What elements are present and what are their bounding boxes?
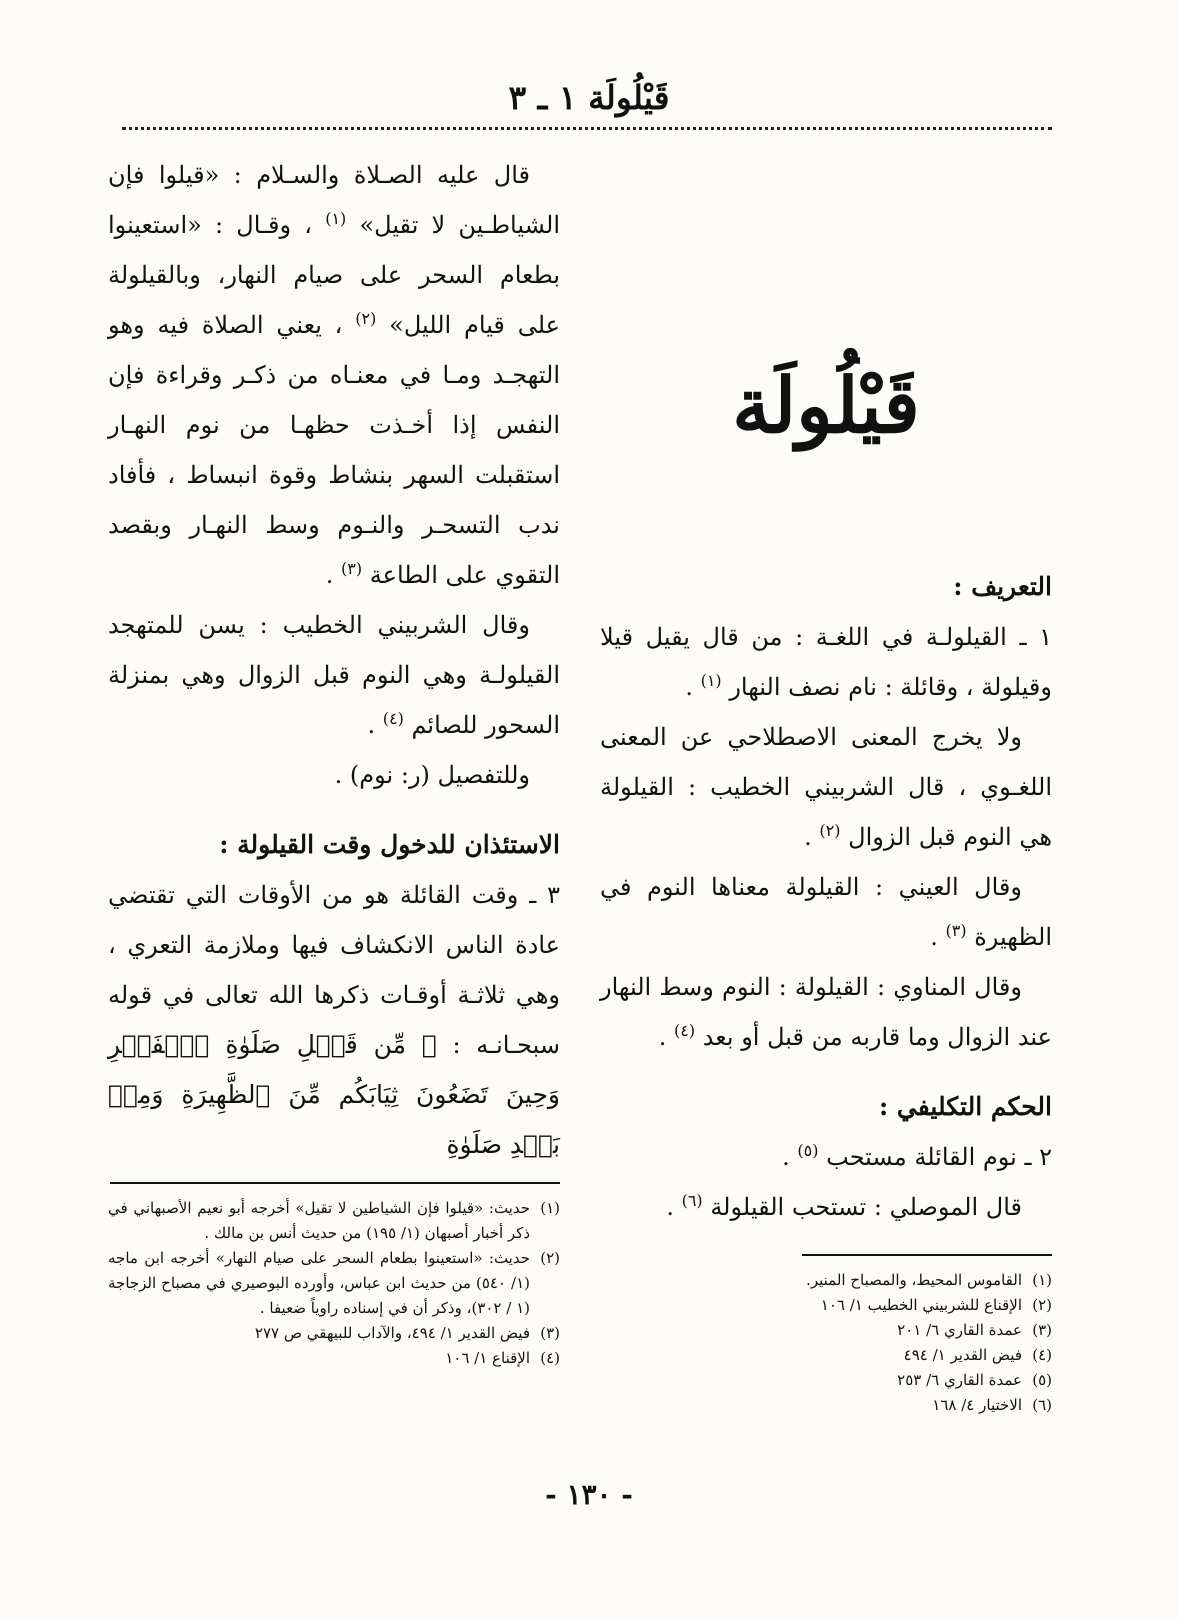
definition-heading: التعريف :	[953, 572, 1052, 601]
footnote-ref: (٥)	[797, 1141, 819, 1160]
footnote-ref: (٤)	[382, 709, 404, 728]
footnote-ref: (٢)	[355, 309, 377, 328]
permission-heading: الاستئذان للدخول وقت القيلولة :	[219, 830, 560, 859]
footnote-ref: (٤)	[673, 1021, 696, 1040]
quran-verse: ﴿ مِّن قَبۡلِ صَلَوٰةِ ٱلۡفَجۡرِ وَحِينَ تَضَعُونَ ثِيَابَكُم مِّنَ ٱلظَّهِيرَةِ وَمِنۢ بَعۡدِ صَلَوٰةِ	[108, 1030, 560, 1159]
footnote-item: (٣) فيض القدير ١/ ٤٩٤، والآداب للبيهقي ص ٢٧٧	[254, 1324, 560, 1342]
running-header: قَيْلُولَة ١ ـ ٣	[508, 78, 670, 117]
paragraph: ٢ ـ نوم القائلة مستحب $^{(٥)}$ .	[782, 1141, 1052, 1171]
footnote-item: (٤) فيض القدير ١/ ٤٩٤	[903, 1346, 1052, 1364]
footnote-item: (٥) عمدة القاري ٦/ ٢٥٣	[897, 1371, 1052, 1389]
entry-title: قَيْلُولَة	[732, 361, 920, 450]
paragraph: ٣ ـ وقت القائلة هو من الأوقات التي تقتضي عادة الناس الانكشاف فيها وملازمة التعري ، وهي ثلاثـة أوقـات ذكرها الله تعالى في قوله سبحـانـه : ﴿ مِّن قَبۡلِ صَلَوٰةِ ٱلۡفَجۡرِ وَحِينَ تَضَعُونَ ثِيَابَكُم مِّنَ ٱلظَّهِيرَةِ وَمِنۢ بَعۡدِ صَلَوٰةِ	[108, 881, 560, 1159]
footnote-ref: (١)	[325, 209, 347, 228]
paragraph: وللتفصيل (ر: نوم) .	[334, 761, 530, 789]
paragraph: وقال المناوي : القيلولة : النوم وسط النهار عند الزوال وما قاربه من قبل أو بعد $^{(٤)}$ .	[600, 973, 1052, 1051]
footnotes-left	[108, 1196, 560, 1371]
footnote-item: (٢) الإقناع للشربيني الخطيب ١/ ١٠٦	[820, 1296, 1052, 1314]
footnote-rule	[110, 1182, 560, 1184]
footnotes-right	[600, 1268, 1052, 1418]
footnote-ref: (٢)	[819, 821, 841, 840]
paragraph: وقال العيني : القيلولة معناها النوم في الظهيرة $^{(٣)}$ .	[600, 873, 1052, 951]
footnote-item: (١) حديث: «قيلوا فإن الشياطين لا تقيل» أخرجه أبو نعيم الأصبهاني في ذكر أخبار أصبهان (١/ ١٩٥) من حديث أنس بن مالك .	[108, 1199, 560, 1242]
footnote-rule	[802, 1254, 1052, 1256]
footnote-item: (٦) الاختيار ٤/ ١٦٨	[932, 1396, 1052, 1414]
footnote-item: (٣) عمدة القاري ٦/ ٢٠١	[897, 1321, 1052, 1339]
paragraph: قال عليه الصـلاة والسـلام : «قيلوا فإن الشياطـين لا تقيل» $^{(١)}$ ، وقـال : «استعينوا بطعام السحر على صيام النهار، وبالقيلولة على قيام الليل» $^{(٢)}$ ، يعني الصلاة فيه وهو التهجـد ومـا في معنـاه من ذكـر وقراءة فإن النفس إذا أخـذت حظهـا من نوم النهـار استقبلت السهر بنشاط وقوة انبساط ، فأفاد ندب التسحـر والنـوم وسط النهـار وبقصد التقوي على الطاعة $^{(٣)}$ .	[108, 161, 560, 589]
paragraph: ولا يخرج المعنى الاصطلاحي عن المعنى اللغـوي ، قال الشربيني الخطيب : القيلولة هي النوم قبل الزوال $^{(٢)}$ .	[600, 723, 1052, 851]
footnote-item: (٤) الإقناع ١/ ١٠٦	[445, 1349, 560, 1367]
footnote-item: (١) القاموس المحيط، والمصباح المنير.	[806, 1271, 1052, 1289]
ruling-heading: الحكم التكليفي :	[879, 1092, 1052, 1121]
footnote-item: (٢) حديث: «استعينوا بطعام السحر على صيام النهار» أخرجه ابن ماجه (١/ ٥٤٠) من حديث ابن عباس، وأورده البوصيري في مصباح الزجاجة (١ / ٣٠٢)، وذكر أن في إسناده راوياً ضعيفا .	[108, 1249, 560, 1317]
paragraph: قال الموصلي : تستحب القيلولة $^{(٦)}$ .	[666, 1191, 1022, 1221]
page-number: - ١٣٠ -	[545, 1478, 633, 1511]
footnote-ref: (٣)	[341, 559, 363, 578]
right-column	[600, 150, 1052, 1418]
paragraph: وقال الشربيني الخطيب : يسن للمتهجد القيلولـة وهي النوم قبل الزوال وهي بمنزلة السحور للصائم $^{(٤)}$ .	[108, 611, 560, 739]
footnote-ref: (٣)	[945, 921, 967, 940]
header-dotted-rule	[122, 127, 1052, 130]
footnote-ref: (٦)	[681, 1191, 703, 1210]
footnote-ref: (١)	[700, 671, 722, 690]
paragraph: ١ ـ القيلولـة في اللغـة : من قال يقيل قيلا وقيلولة ، وقائلة : نام نصف النهار $^{(١)}$ .	[600, 623, 1052, 701]
left-column	[108, 150, 560, 1371]
